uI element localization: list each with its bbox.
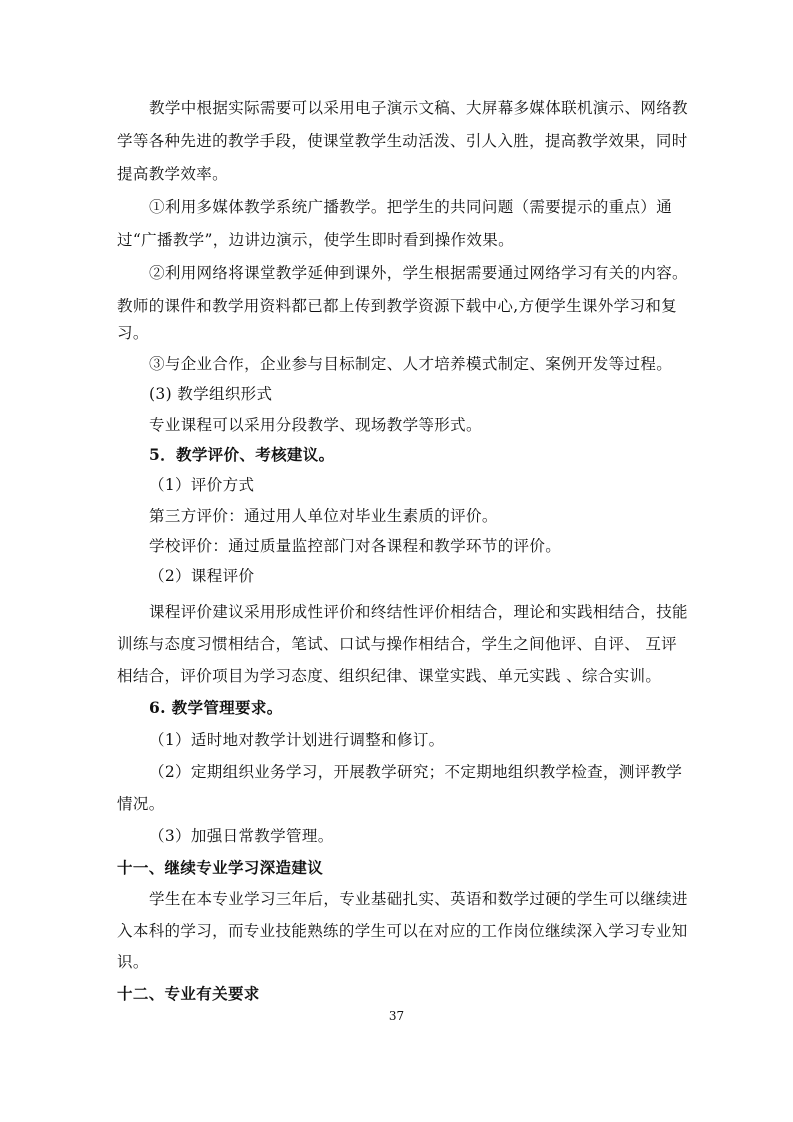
text-line: （2）定期组织业务学习，开展教学研究；不定期地组织教学检查，测评教学 — [149, 763, 683, 781]
subsection-heading: （2）课程评价 — [149, 567, 255, 585]
section-heading: 5．教学评价、考核建议。 — [149, 445, 335, 464]
chapter-heading: 十二、专业有关要求 — [117, 984, 260, 1003]
text-line: （3）加强日常教学管理。 — [149, 827, 334, 845]
text-line: 教学中根据实际需要可以采用电子演示文稿、大屏幕多媒体联机演示、网络教 — [149, 99, 688, 117]
text-line: 入本科的学习，而专业技能熟练的学生可以在对应的工作岗位继续深入学习专业知 — [117, 922, 688, 940]
text-line: 第三方评价：通过用人单位对毕业生素质的评价。 — [149, 507, 498, 525]
subsection-heading: （1）评价方式 — [149, 476, 255, 494]
text-line: 情况。 — [117, 795, 165, 813]
text-line: 过“广播教学”，边讲边演示，使学生即时看到操作效果。 — [117, 231, 514, 249]
section-heading: 6. 教学管理要求。 — [149, 698, 283, 717]
chapter-heading: 十一、继续专业学习深造建议 — [117, 858, 324, 877]
text-line: ②利用网络将课堂教学延伸到课外，学生根据需要通过网络学习有关的内容。 — [149, 264, 688, 282]
text-line: 训练与态度习惯相结合，笔试、口试与操作相结合，学生之间他评、自评、 互评 — [117, 635, 678, 653]
page-number: 37 — [388, 1009, 405, 1023]
text-line: 课程评价建议采用形成性评价和终结性评价相结合，理论和实践相结合，技能 — [149, 603, 688, 621]
text-line: 相结合，评价项目为学习态度、组织纪律、课堂实践、单元实践 、综合实训。 — [117, 667, 662, 685]
text-line: ③与企业合作，企业参与目标制定、人才培养模式制定、案例开发等过程。 — [149, 355, 673, 373]
text-line: 识。 — [117, 953, 149, 971]
subsection-heading: (3) 教学组织形式 — [149, 385, 273, 403]
text-line: 学等各种先进的教学手段，使课堂教学生动活泼、引人入胜，提高教学效果，同时 — [117, 132, 688, 150]
text-line: 提高教学效率。 — [117, 165, 228, 183]
text-line: 习。 — [117, 324, 149, 342]
text-line: ①利用多媒体教学系统广播教学。把学生的共同问题（需要提示的重点）通 — [149, 198, 673, 216]
text-line: （1）适时地对教学计划进行调整和修订。 — [149, 731, 445, 749]
text-line: 学生在本专业学习三年后，专业基础扎实、英语和数学过硬的学生可以继续进 — [149, 890, 688, 908]
text-line: 学校评价：通过质量监控部门对各课程和教学环节的评价。 — [149, 537, 562, 555]
text-line: 专业课程可以采用分段教学、现场教学等形式。 — [149, 416, 482, 434]
text-line: 教师的课件和教学用资料都已都上传到教学资源下载中心,方便学生课外学习和复 — [117, 297, 678, 315]
